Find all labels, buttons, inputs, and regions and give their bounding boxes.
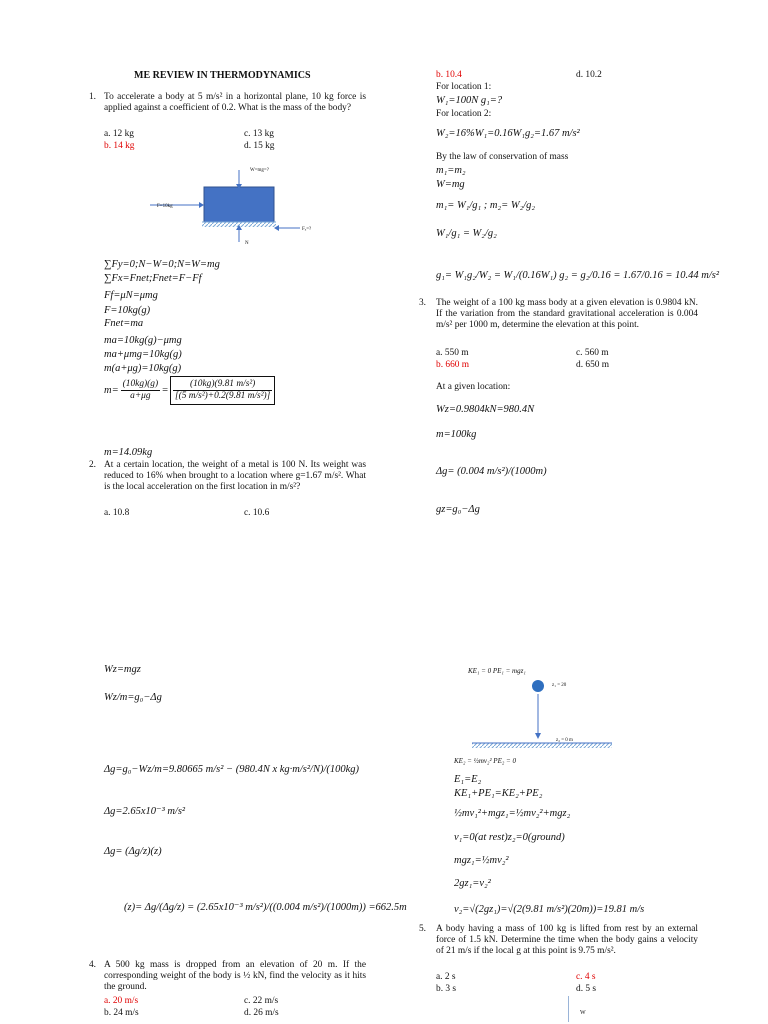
fig-normal-label: N	[245, 241, 249, 246]
q3-choice-c: c. 560 m	[576, 348, 609, 358]
q4-v-squared: 2gz₁=v₂²	[454, 878, 491, 889]
q2-law-text: By the law of conservation of mass	[436, 152, 569, 162]
q4-choice-a: a. 20 m/s	[104, 996, 139, 1006]
q4-choice-b: b. 24 m/s	[104, 1008, 139, 1018]
q1-choice-a: a. 12 kg	[104, 129, 134, 139]
question-1-text: To accelerate a body at 5 m/s² in a horizontal plane, 10 kg force is applied against a coefficient of 0.2. What is the mass of the body?	[104, 92, 366, 113]
question-2-text: At a certain location, the weight of a metal is 100 N. Its weight was reduced to 16% when brought to a location where g=1.67 m/s². What is the local acceleration on the first location in m/s²?	[104, 460, 366, 492]
q1-eq-sum-fy: ∑Fy=0;N−W=0;N=W=mg	[104, 259, 220, 270]
q1-mass-formula: m= $\frac{(10kg)(g)}{a+\mu g}$ = $\frac{\text{(10kg)(9.81 m/s²)}}{\text{[(5 m/s²)+0.2(9.81 m/s²)]}}$	[104, 376, 275, 405]
q1-eq-friction: Ff=μN=μmg	[104, 290, 158, 301]
q4-simplified: mgz₁=½mv₂²	[454, 855, 509, 866]
q4-choice-d: d. 26 m/s	[244, 1008, 279, 1018]
falling-mass-diagram	[470, 678, 620, 758]
q4-fig-z2: z₂ = 0 m	[556, 738, 573, 743]
q1-choice-c: c. 13 kg	[244, 129, 274, 139]
q4-energy-expand: ½mv₁²+mgz₁=½mv₂²+mgz₂	[454, 808, 571, 819]
work-delta-g: Δg=g₀−Wz/m=9.80665 m/s² − (980.4N x kg·m/s²/N)/(100kg)	[104, 764, 360, 775]
question-1-number: 1.	[88, 92, 96, 102]
q5-choice-d: d. 5 s	[576, 984, 597, 994]
q2-location-1-eq: W₁=100N g₁=?	[436, 95, 503, 106]
question-3-text: The weight of a 100 kg mass body at a given elevation is 0.9804 kN. If the variation from the standard gravitational acceleration is 0.004 m/s² per 1000 m, determine the elevation at this point.	[436, 298, 698, 330]
q4-velocity: v₂=√(2gz₁)=√(2(9.81 m/s²)(20m))=19.81 m/s	[454, 904, 645, 915]
q1-eq-sum-fx: ∑Fx=Fnet;Fnet=F−Ff	[104, 273, 202, 284]
q2-location-2: For location 2:	[436, 109, 492, 119]
q2-solution-g1: g₁= W₁g₂/W₂ = W₁/(0.16W₁) g₂ = g₂/0.16 = 1.67/0.16 = 10.44 m/s²	[436, 270, 720, 281]
question-4-number: 4.	[88, 960, 96, 970]
q2-choice-d: d. 10.2	[576, 70, 602, 80]
q2-location-2-eq: W₂=16%W₁=0.16W₁g₂=1.67 m/s²	[436, 128, 580, 139]
work-wz-over-m: Wz/m=g₀−Δg	[104, 692, 162, 703]
q2-mass-ratio: m₁= W₁/g₁ ; m₂= W₂/g₂	[436, 200, 536, 211]
q5-choice-b: b. 3 s	[436, 984, 457, 994]
q5-choice-c: c. 4 s	[576, 972, 596, 982]
question-5-text: A body having a mass of 100 kg is lifted from rest by an external force of 1.5 kN. Determine the time when the body gains a velocity of 21 m/s if the local g at this point is 9.75 m/s².	[436, 924, 698, 956]
q1-eq-fnet: Fnet=ma	[104, 318, 144, 329]
q1-eq-6: ma=10kg(g)−μmg	[104, 335, 182, 346]
q1-formula-denominator: a+μg	[130, 391, 151, 401]
q1-choice-b: b. 14 kg	[104, 141, 135, 151]
fig-force-label: F=10kg	[157, 204, 173, 209]
page-title: ME REVIEW IN THERMODYNAMICS	[134, 70, 311, 81]
q4-choice-c: c. 22 m/s	[244, 996, 279, 1006]
question-3-number: 3.	[418, 298, 426, 308]
q3-gz: gz=g₀−Δg	[436, 504, 480, 515]
q3-mass: m=100kg	[436, 429, 477, 440]
q1-eq-7: ma+μmg=10kg(g)	[104, 349, 182, 360]
q1-formula-numerator: (10kg)(g)	[122, 379, 159, 389]
q4-energy-equal: E₁=E₂	[454, 774, 482, 785]
q4-fig-z1: z₁ = 20	[552, 683, 567, 688]
q2-choice-b: b. 10.4	[436, 70, 462, 80]
work-delta-g-ratio: Δg= (Δg/z)(z)	[104, 846, 162, 857]
q2-choice-c: c. 10.6	[244, 508, 270, 518]
fig-friction-label: Fₓ=?	[302, 227, 312, 232]
question-5-number: 5.	[418, 924, 426, 934]
q3-choice-a: a. 550 m	[436, 348, 469, 358]
q3-given: At a given location:	[436, 382, 511, 392]
q3-choice-d: d. 650 m	[576, 360, 610, 370]
fig-weight-label: W=mg=?	[250, 168, 269, 173]
q4-fig-bottom-label: KE₂ = ½mv₂² PE₂ = 0	[454, 757, 517, 765]
q3-weight: Wz=0.9804kN=980.4N	[436, 404, 535, 415]
q2-location-1: For location 1:	[436, 82, 492, 92]
q4-energy-sum: KE₁+PE₁=KE₂+PE₂	[454, 788, 543, 799]
work-elevation: (z)= Δg/(Δg/z) = (2.65x10⁻³ m/s²)/((0.004 m/s²)/(1000m)) =662.5m	[124, 902, 407, 913]
question-2-number: 2.	[88, 460, 96, 470]
q4-conditions: v₁=0(at rest)z₂=0(ground)	[454, 832, 565, 843]
q1-eq-force: F=10kg(g)	[104, 305, 151, 316]
question-4-text: A 500 kg mass is dropped from an elevation of 20 m. If the corresponding weight of the body is ½ kN, find the velocity as it hits the ground.	[104, 960, 366, 992]
q2-mass-equal: m₁=m₂	[436, 165, 466, 176]
work-wz: Wz=mgz	[104, 664, 141, 675]
q2-weight-eq: W=mg	[436, 179, 465, 190]
q1-answer: m=14.09kg	[104, 447, 153, 458]
q2-choice-a: a. 10.8	[104, 508, 130, 518]
q2-ratio-equal: W₁/g₁ = W₂/g₂	[436, 228, 497, 239]
q1-formula-numerator-values: (10kg)(9.81 m/s²)	[173, 379, 272, 391]
q4-fig-top-label: KE₁ = 0 PE₁ = mgz₁	[468, 667, 526, 675]
q3-choice-b: b. 660 m	[436, 360, 470, 370]
q1-eq-8: m(a+μg)=10kg(g)	[104, 363, 182, 374]
work-delta-g-value: Δg=2.65x10⁻³ m/s²	[104, 806, 186, 817]
q5-choice-a: a. 2 s	[436, 972, 456, 982]
q1-choice-d: d. 15 kg	[244, 141, 275, 151]
q5-fig-weight: W	[580, 1010, 586, 1016]
q3-delta-g: Δg= (0.004 m/s²)/(1000m)	[436, 466, 547, 477]
q1-formula-denominator-values: [(5 m/s²)+0.2(9.81 m/s²)]	[175, 391, 271, 401]
q5-figure-line	[568, 996, 569, 1022]
